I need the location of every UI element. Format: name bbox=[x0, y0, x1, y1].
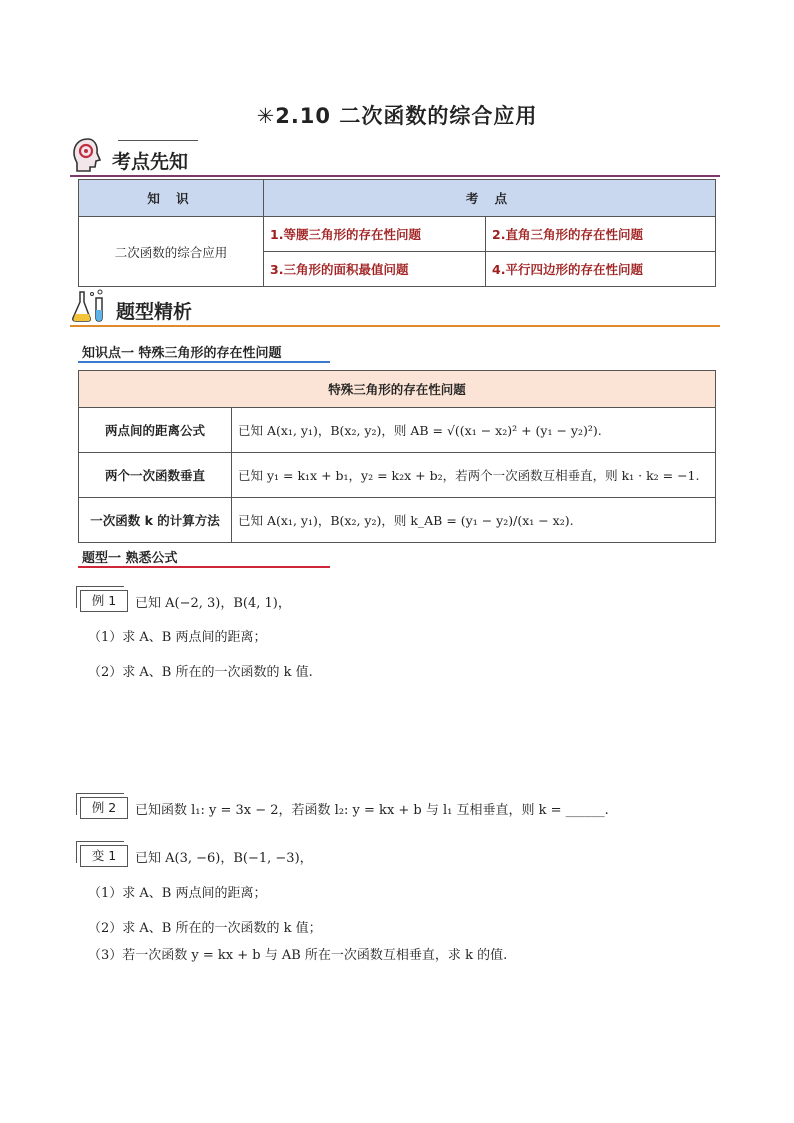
flask-icon bbox=[70, 288, 110, 324]
formula-label: 两个一次函数垂直 bbox=[79, 453, 232, 498]
type-underline bbox=[78, 566, 330, 568]
example-text: 已知函数 l₁: y = 3x − 2，若函数 l₂: y = kx + b 与 l₁ 互相垂直，则 k = ______. bbox=[135, 803, 609, 818]
variant-lead: 已知 A(3, −6)，B(−1, −3)， bbox=[135, 851, 313, 866]
point-cell: 1.等腰三角形的存在性问题 bbox=[264, 217, 486, 252]
formula-value: 已知 y₁ = k₁x + b₁，y₂ = k₂x + b₂，若两个一次函数互相垂直，则 k₁ · k₂ = −1. bbox=[232, 453, 716, 498]
section-title: 题型精析 bbox=[116, 301, 193, 323]
question-type-title: 题型一 熟悉公式 bbox=[82, 551, 178, 566]
formula-table bbox=[78, 370, 716, 543]
head-gear-icon bbox=[70, 136, 106, 174]
formula-label: 两点间的距离公式 bbox=[79, 408, 232, 453]
question-line: （2）求 A、B 所在的一次函数的 k 值. bbox=[88, 665, 313, 680]
section-header-kaodian bbox=[70, 136, 188, 174]
section-header-tixing bbox=[70, 288, 192, 324]
question-line: （1）求 A、B 两点间的距离； bbox=[88, 886, 267, 901]
section-rule bbox=[70, 325, 720, 327]
question-line: （1）求 A、B 两点间的距离； bbox=[88, 630, 267, 645]
variant-tag: 变 1 bbox=[80, 845, 128, 867]
page-title: ✳2.10 二次函数的综合应用 bbox=[256, 104, 538, 128]
section-title: 考点先知 bbox=[112, 151, 189, 173]
table-header-knowledge: 知 识 bbox=[79, 180, 264, 217]
knowledge-cell: 二次函数的综合应用 bbox=[79, 217, 264, 287]
question-line: （3）若一次函数 y = kx + b 与 AB 所在一次函数互相垂直，求 k 的值. bbox=[88, 948, 508, 963]
kaodian-table bbox=[78, 179, 716, 287]
formula-table-header: 特殊三角形的存在性问题 bbox=[79, 371, 716, 408]
section-rule bbox=[70, 175, 720, 177]
example-tag: 例 1 bbox=[80, 590, 128, 612]
point-cell: 3.三角形的面积最值问题 bbox=[264, 252, 486, 287]
example-lead: 已知 A(−2, 3)，B(4, 1)， bbox=[135, 596, 291, 611]
formula-value: 已知 A(x₁, y₁)，B(x₂, y₂)，则 AB = √((x₁ − x₂)² + (y₁ − y₂)²). bbox=[232, 408, 716, 453]
formula-value: 已知 A(x₁, y₁)，B(x₂, y₂)，则 k_AB = (y₁ − y₂)/(x₁ − x₂). bbox=[232, 498, 716, 543]
section-overline bbox=[118, 140, 198, 141]
point-cell: 2.直角三角形的存在性问题 bbox=[486, 217, 716, 252]
knowledge-point-title: 知识点一 特殊三角形的存在性问题 bbox=[82, 346, 282, 361]
kp-underline bbox=[78, 361, 330, 363]
example-tag: 例 2 bbox=[80, 797, 128, 819]
question-line: （2）求 A、B 所在的一次函数的 k 值； bbox=[88, 921, 322, 936]
formula-label: 一次函数 k 的计算方法 bbox=[79, 498, 232, 543]
table-header-points: 考 点 bbox=[264, 180, 716, 217]
point-cell: 4.平行四边形的存在性问题 bbox=[486, 252, 716, 287]
